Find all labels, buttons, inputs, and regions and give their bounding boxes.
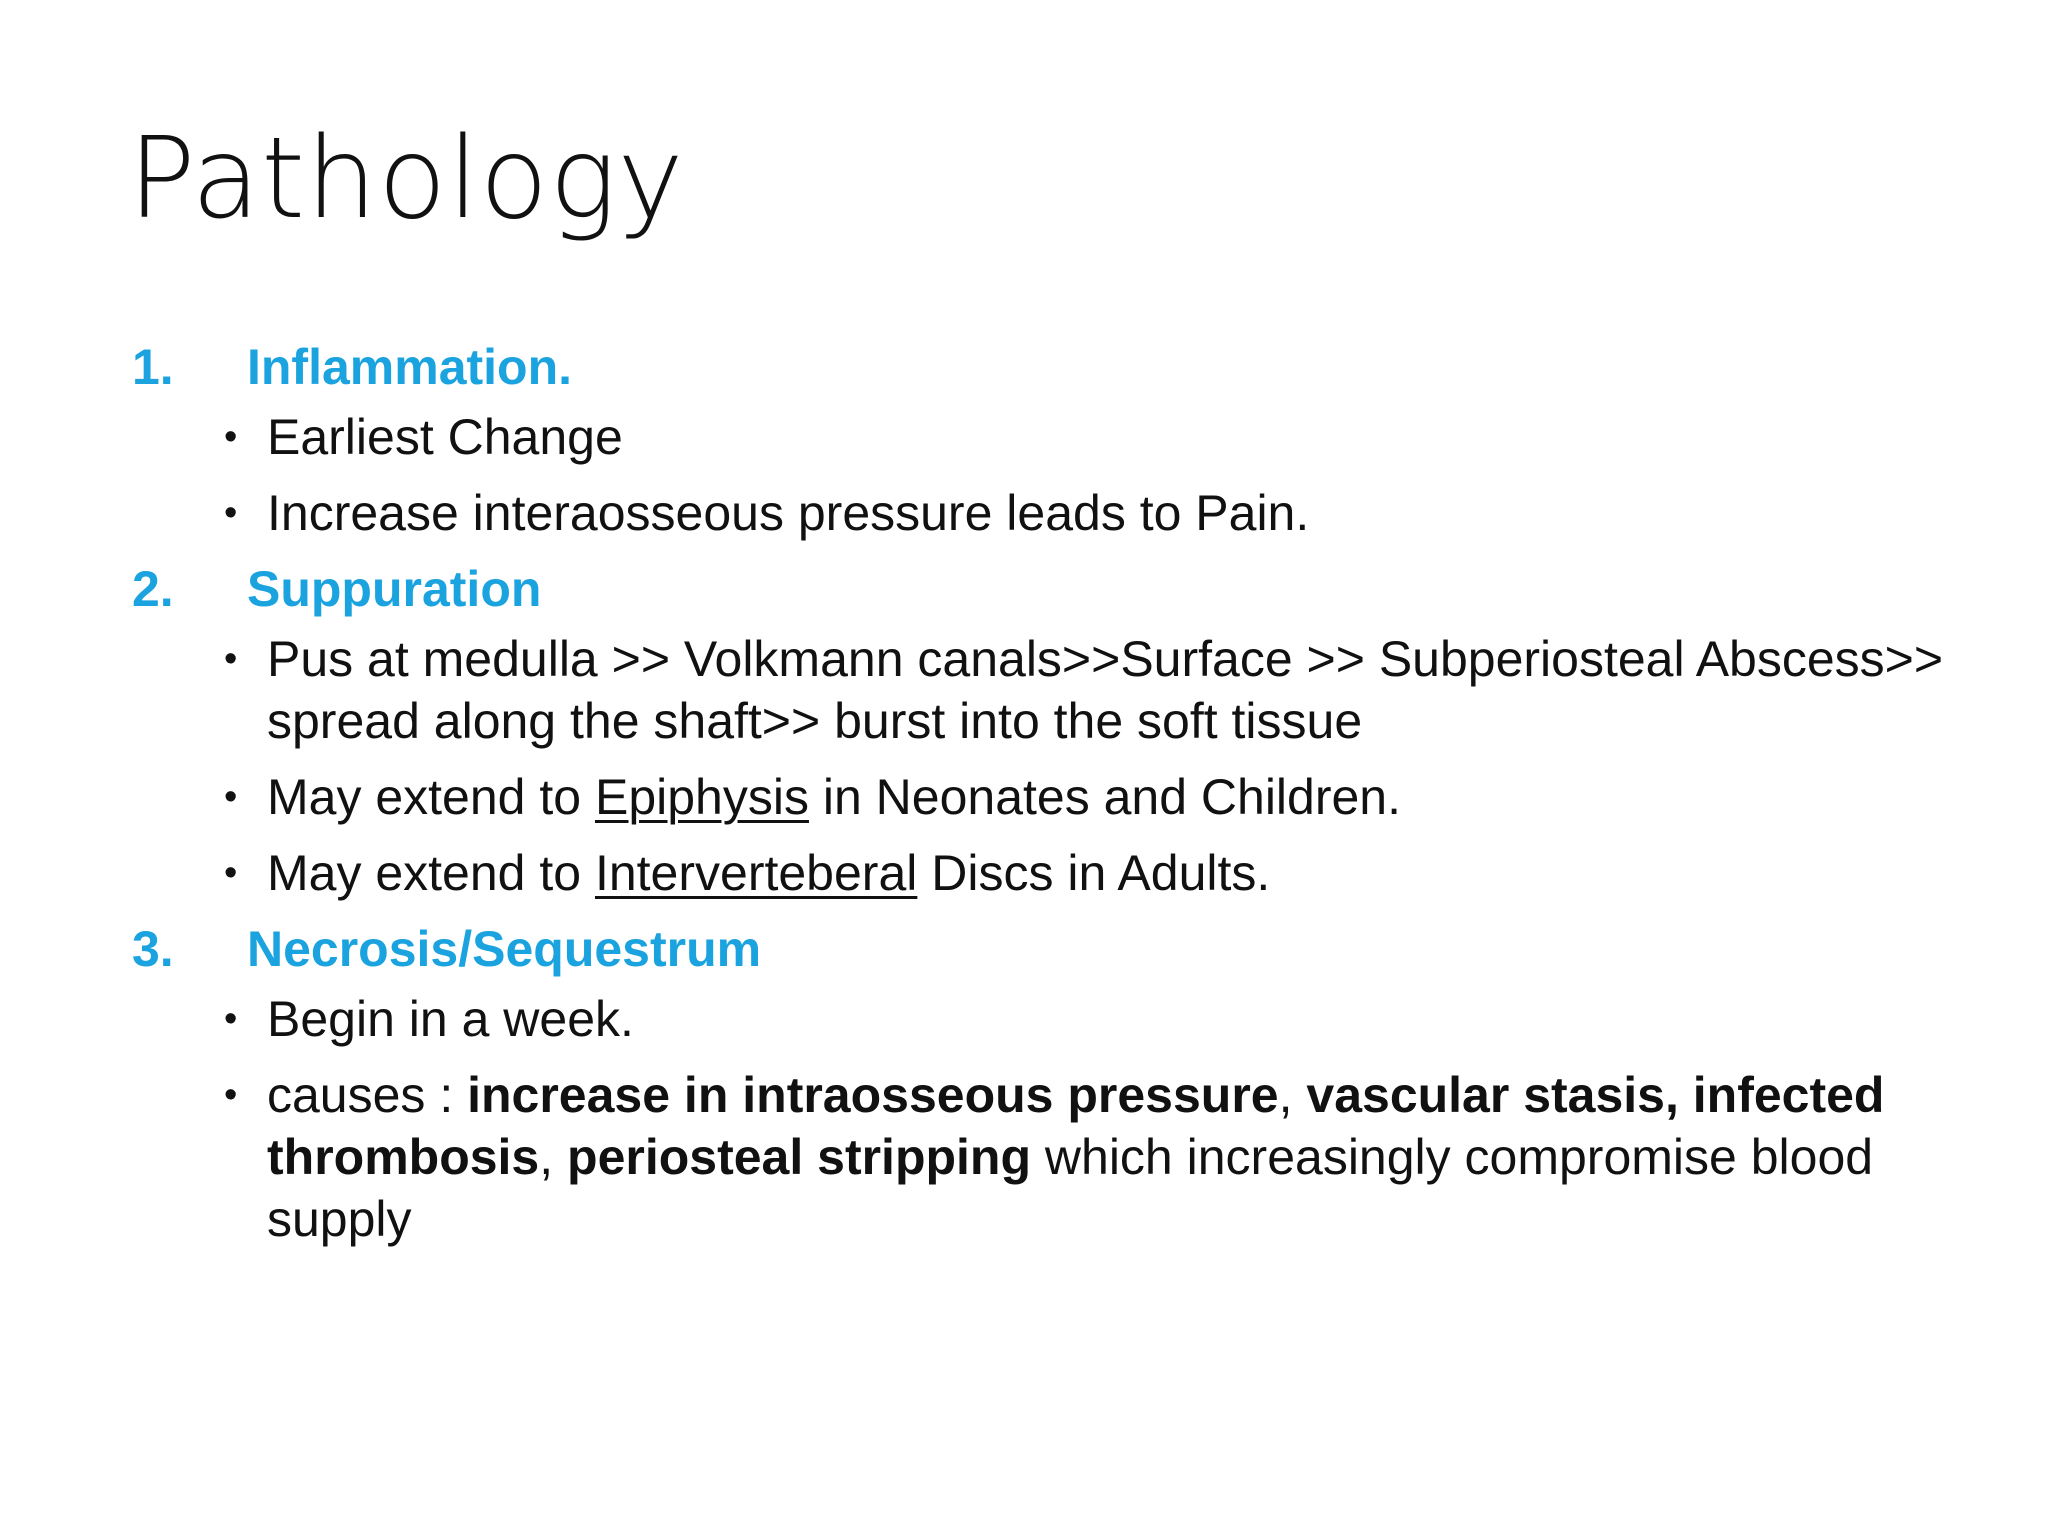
- bullet-text: which increasingly compromise blood supply: [267, 1129, 1874, 1247]
- bullet-text-post: Discs in Adults.: [917, 845, 1271, 901]
- list-item: [224, 628, 1992, 752]
- section-necrosis: [132, 920, 1992, 1250]
- section-number: 3.: [132, 921, 174, 977]
- bullet-icon: •: [224, 998, 238, 1040]
- bullet-list: [132, 988, 1992, 1250]
- section-number: 2.: [132, 561, 174, 617]
- section-suppuration: [132, 560, 1992, 904]
- section-title: Inflammation.: [247, 339, 573, 395]
- section-heading: [132, 560, 1992, 628]
- bullet-text-post: in Neonates and Children.: [808, 769, 1402, 825]
- bullet-text: ,: [1278, 1067, 1307, 1123]
- bullet-icon: •: [224, 416, 238, 458]
- bullet-text: ,: [539, 1129, 568, 1185]
- bold-term: vascular stasis, infected thrombosis: [267, 1067, 1885, 1185]
- slide-content: [132, 338, 1992, 1266]
- bold-term: increase in intraosseous pressure: [467, 1067, 1279, 1123]
- bullet-text-pre: May extend to: [267, 845, 595, 901]
- bullet-list: [132, 406, 1992, 544]
- bullet-text: Earliest Change: [267, 409, 623, 465]
- section-title: Necrosis/Sequestrum: [247, 921, 762, 977]
- bullet-text: Pus at medulla >> Volkmann canals>>Surface >> Subperiosteal Abscess>> spread along the shaft>> burst into the soft tissue: [267, 631, 1944, 749]
- underlined-term: Interverteberal: [594, 845, 918, 901]
- list-item: [224, 988, 1992, 1050]
- bullet-text: causes :: [267, 1067, 468, 1123]
- section-inflammation: [132, 338, 1992, 544]
- bullet-icon: •: [224, 852, 238, 894]
- bullet-icon: •: [224, 638, 238, 680]
- underlined-term: Epiphysis: [594, 769, 809, 825]
- bold-term: periosteal stripping: [567, 1129, 1032, 1185]
- list-item: [224, 482, 1992, 544]
- bullet-list: [132, 628, 1992, 904]
- list-item: [224, 406, 1992, 468]
- bullet-icon: •: [224, 1074, 238, 1116]
- section-heading: [132, 920, 1992, 988]
- list-item: [224, 842, 1992, 904]
- list-item: [224, 766, 1992, 828]
- bullet-text-pre: May extend to: [267, 769, 595, 825]
- list-item: [224, 1064, 1992, 1250]
- bullet-text: Increase interaosseous pressure leads to Pain.: [267, 485, 1310, 541]
- section-heading: [132, 338, 1992, 406]
- bullet-icon: •: [224, 492, 238, 534]
- bullet-text: Begin in a week.: [267, 991, 634, 1047]
- bullet-icon: •: [224, 776, 238, 818]
- section-title: Suppuration: [247, 561, 542, 617]
- section-number: 1.: [132, 339, 174, 395]
- page-title: Pathology: [128, 114, 685, 244]
